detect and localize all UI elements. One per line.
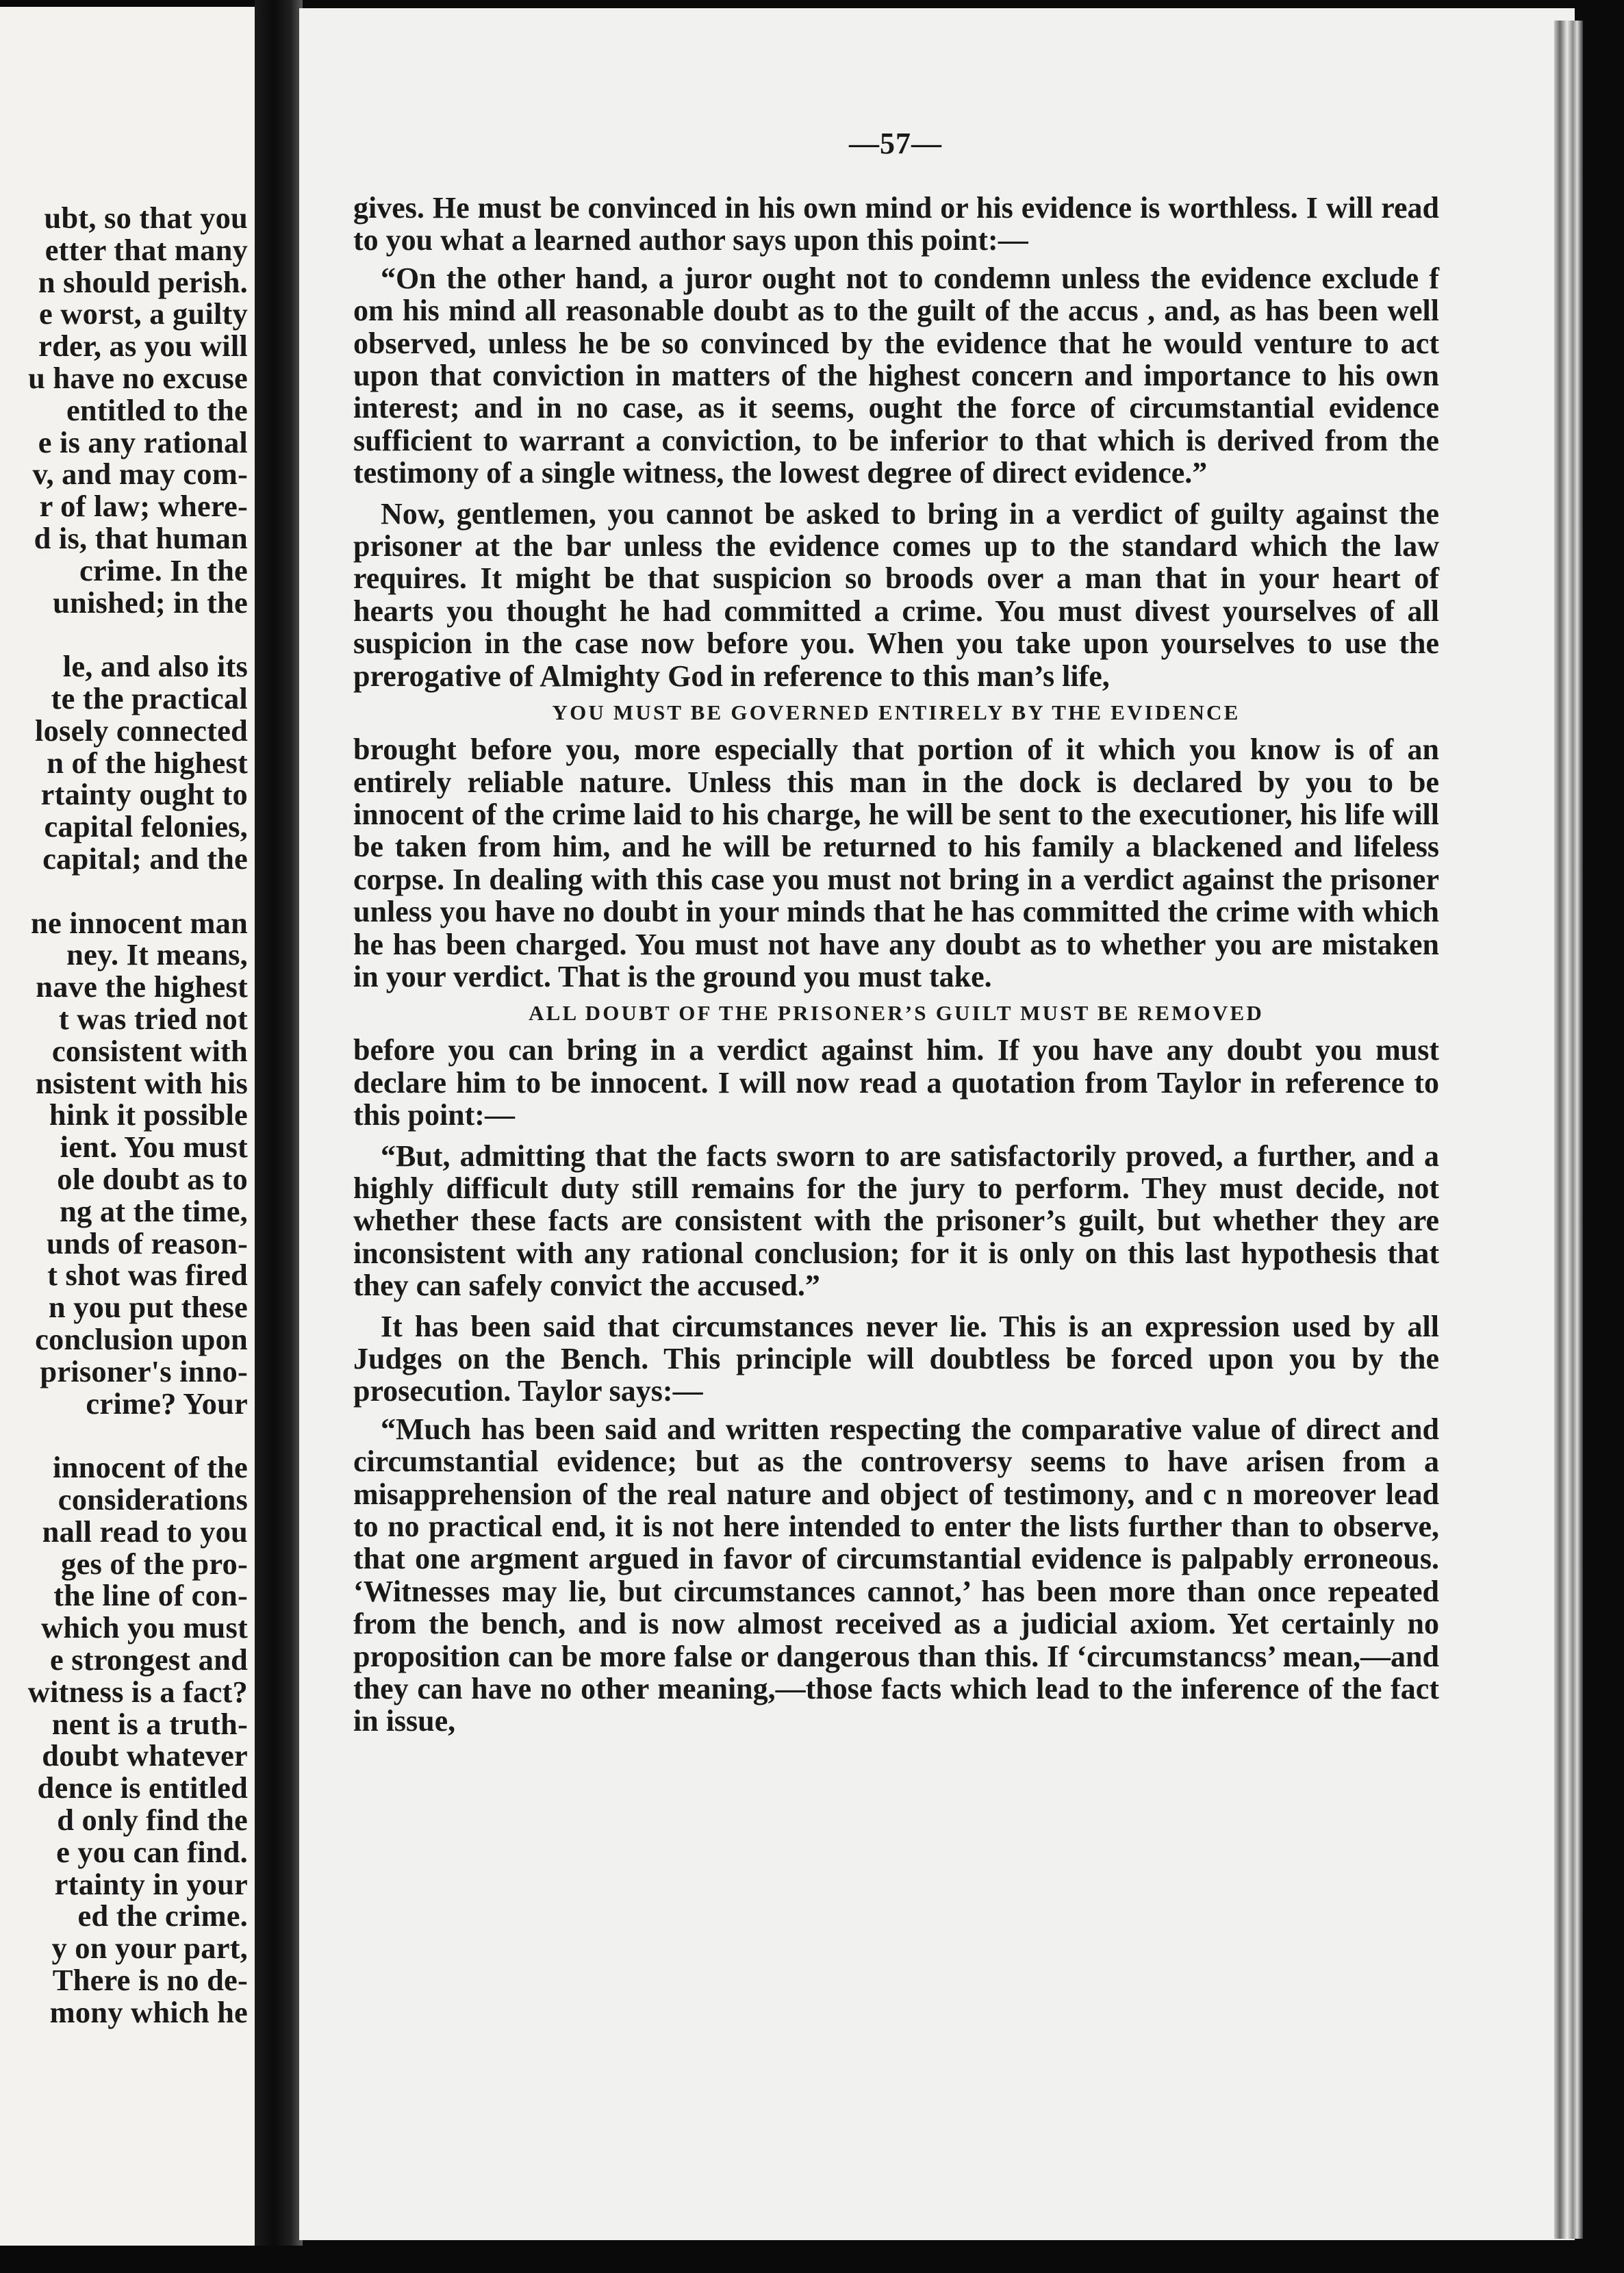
left-page-line: ng at the time,: [60, 1193, 248, 1228]
section-heading-2: ALL DOUBT OF THE PRISONER’S GUILT MUST BE REMOVED: [529, 1001, 1264, 1026]
left-page-line: unds of reason-: [47, 1226, 248, 1260]
left-page-line: te the practical: [51, 681, 248, 715]
left-page-line: r of law; where-: [39, 489, 248, 524]
left-page-line: witness is a fact?: [27, 1674, 248, 1709]
left-facing-page: [0, 7, 277, 2246]
left-page-line: y on your part,: [51, 1931, 248, 1966]
paragraph-5: before you can bring in a verdict against him. If you have any doubt you must declare him to be innocent. I will now read a quotation from Taylor in reference to this point:—: [353, 1033, 1439, 1132]
left-page-line: nall read to you: [42, 1514, 248, 1549]
left-page-line: nent is a truth-: [51, 1706, 248, 1741]
left-page-line: t shot was fired: [47, 1258, 248, 1293]
paragraph-6: “But, admitting that the facts sworn to are satisfactorily proved, a further, and a highly difficult duty still remains for the jury to perform. They must decide, not whether these facts are consistent with the prisoner’s guilt, but whether they are inconsistent with any rational conclusion; for it is only on this last hypothesis that they can safely convict the accused.”: [353, 1139, 1439, 1303]
left-page-line: e is any rational: [38, 424, 248, 459]
left-page-line: mony which he: [49, 1994, 248, 2029]
paragraph-2: “On the other hand, a juror ought not to condemn unless the evidence exclude f om his mind all reasonable doubt as to the guilt of the accus , and, as has been well observed, unless he be so convinced by the evidence that he would venture to act upon that conviction in matters of the highest concern and importance to his own interest; and in no case, as it seems, ought the force of circumstantial evidence sufficient to warrant a conviction, to be inferior to that which is derived from the testimony of a single witness, the lowest degree of direct evidence.”: [353, 261, 1439, 490]
paragraph-8: “Much has been said and written respecting the comparative value of direct and circumstantial evidence; but as the controversy seems to have arisen from a misapprehension of the real nature and object of testimony, and c n moreover lead to no practical end, it is not here intended to enter the lists further than to observe, that one argment argued in favor of circumstantial evidence is palpably erroneous. ‘Witnesses may lie, but circumstances cannot,’ has been more than once repeated from the bench, and is now almost received as a judicial axiom. Yet certainly no proposition can be more false or dangerous than this. If ‘circumstancss’ mean,—and they can have no other meaning,—those facts which lead to the inference of the fact in issue,: [353, 1412, 1439, 1738]
left-page-line: v, and may com-: [32, 457, 248, 492]
book-gutter: [255, 0, 303, 2246]
left-page-line: n you put these: [48, 1290, 248, 1325]
paragraph-1: gives. He must be convinced in his own mind or his evidence is worthless. I will read to you what a learned author says upon this point:—: [353, 191, 1439, 257]
left-page-line: u have no excuse: [28, 361, 248, 395]
left-page-line: There is no de-: [52, 1963, 248, 1997]
left-page-line: rtainty in your: [54, 1866, 248, 1901]
left-page-line: capital; and the: [42, 841, 248, 876]
left-page-line: losely connected: [35, 713, 248, 748]
left-page-line: consistent with: [51, 1033, 248, 1068]
left-page-line: nsistent with his: [35, 1065, 248, 1100]
left-page-line: e you can find.: [56, 1834, 248, 1869]
left-page-line: hink it possible: [49, 1097, 248, 1132]
left-page-line: d is, that human: [34, 521, 248, 555]
left-page-line: n of the highest: [47, 745, 248, 780]
page-edge: [1554, 21, 1583, 2239]
left-page-line: ges of the pro-: [61, 1546, 248, 1581]
left-page-line: dence is entitled: [37, 1770, 248, 1805]
left-page-line: ed the crime.: [77, 1899, 248, 1933]
left-page-line: e strongest and: [50, 1642, 248, 1677]
left-page-line: crime. In the: [79, 553, 248, 587]
left-page-line: the line of con-: [53, 1578, 248, 1613]
left-page-line: ne innocent man: [31, 905, 248, 940]
left-page-line: capital felonies,: [44, 809, 248, 844]
section-heading-1: YOU MUST BE GOVERNED ENTIRELY BY THE EVIDENCE: [552, 700, 1241, 725]
left-page-line: conclusion upon: [35, 1322, 248, 1356]
left-page-line: rtainty ought to: [40, 777, 248, 812]
left-page-line: ole doubt as to: [57, 1162, 248, 1196]
left-page-line: ient. You must: [60, 1130, 248, 1165]
paragraph-3: Now, gentlemen, you cannot be asked to bring in a verdict of guilty against the prisoner at the bar unless the evidence comes up to the standard which the law requires. It might be that suspicion so broods over a man that in your heart of hearts you thought he had committed a crime. You must divest yourselves of all suspicion in the case now before you. When you take upon yourselves to use the prerogative of Almighty God in reference to this man’s life,: [353, 496, 1439, 693]
left-page-line: d only find the: [57, 1803, 248, 1837]
left-page-line: prisoner's inno-: [40, 1354, 248, 1388]
left-page-line: considerations: [58, 1482, 248, 1516]
left-page-line: ney. It means,: [66, 937, 248, 972]
left-page-line: etter that many: [45, 232, 248, 267]
left-page-line: e worst, a guilty: [39, 296, 248, 331]
left-page-line: t was tried not: [58, 1002, 248, 1036]
paragraph-4: brought before you, more especially that portion of it which you know is of an entirely reliable nature. Unless this man in the dock is declared by you to be innocent of the crime laid to his charge, he will be sent to the executioner, his life will be taken from him, and he will be returned to his family a blackened and lifeless corpse. In dealing with this case you must not bring in a verdict against the prisoner unless you have no doubt in your minds that he has committed the crime with which he has been charged. You must not have any doubt as to whether you are mistaken in your verdict. That is the ground you must take.: [353, 733, 1439, 993]
left-page-line: unished; in the: [53, 585, 248, 620]
page-number: —57—: [849, 127, 942, 160]
left-page-line: crime? Your: [86, 1386, 248, 1421]
left-page-line: entitled to the: [66, 392, 248, 427]
left-page-line: ubt, so that you: [44, 201, 248, 235]
left-page-line: rder, as you will: [38, 329, 248, 364]
left-page-line: which you must: [40, 1610, 248, 1645]
left-page-line: le, and also its: [62, 649, 248, 684]
left-page-line: n should perish.: [38, 264, 248, 299]
left-page-line: nave the highest: [36, 969, 248, 1004]
left-page-line: innocent of the: [53, 1450, 248, 1485]
paragraph-7: It has been said that circumstances never lie. This is an expression used by all Judges on the Bench. This principle will doubtless be forced upon you by the prosecution. Taylor says:—: [353, 1309, 1439, 1408]
main-text-column: [353, 192, 1439, 1738]
left-page-line: doubt whatever: [42, 1738, 248, 1773]
